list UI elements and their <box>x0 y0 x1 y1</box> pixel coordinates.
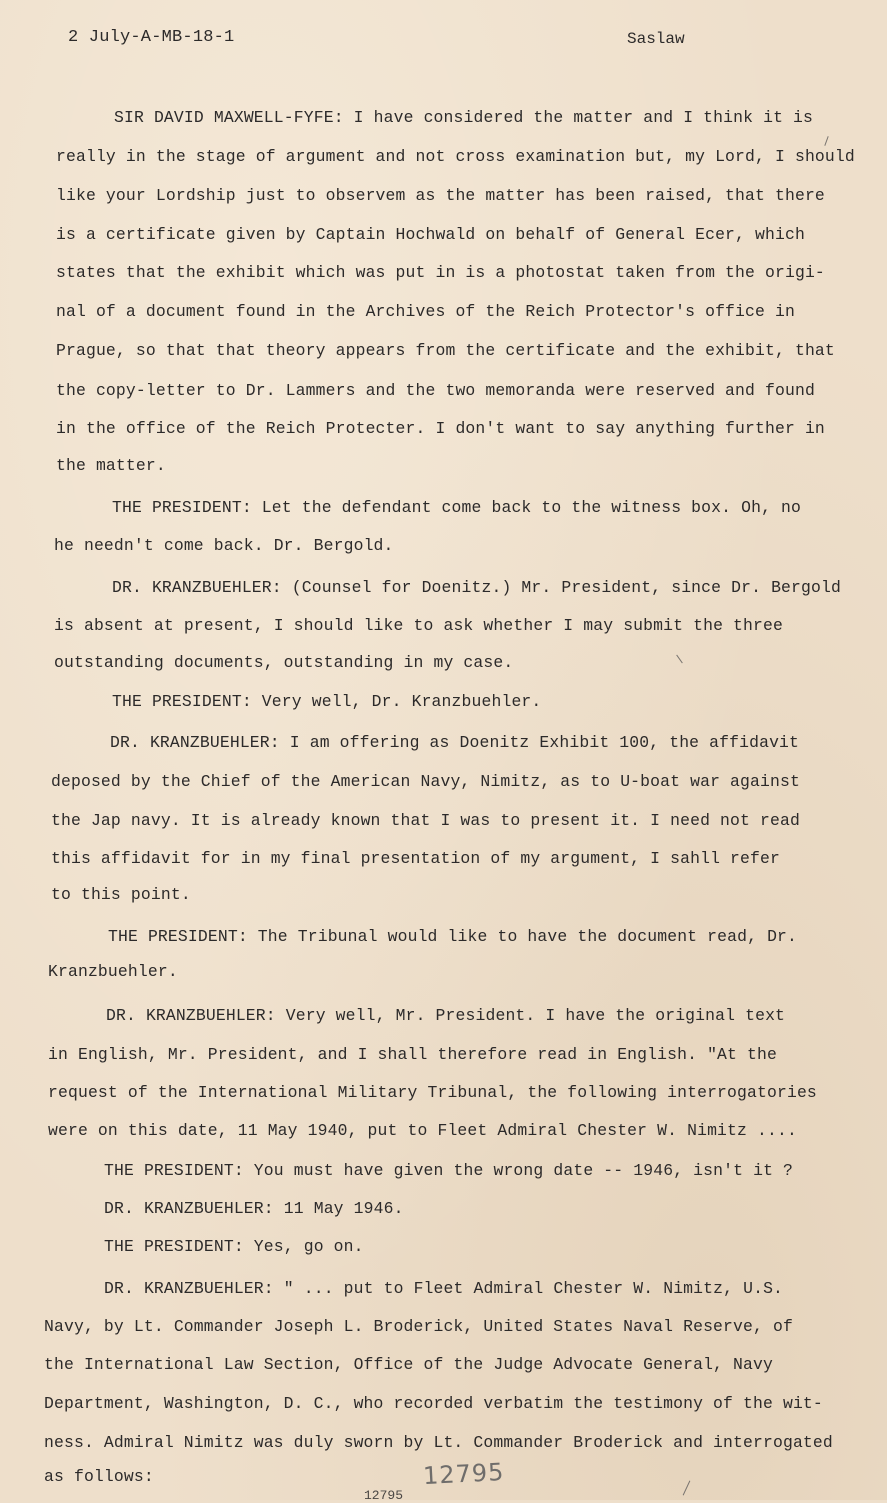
text-line: were on this date, 11 May 1940, put to Fleet Admiral Chester W. Nimitz .... <box>48 1121 797 1140</box>
text-line: this affidavit for in my final presentation of my argument, I sahll refer <box>51 849 780 868</box>
text-line: THE PRESIDENT: Very well, Dr. Kranzbuehler. <box>112 692 542 711</box>
text-line: THE PRESIDENT: You must have given the wrong date -- 1946, isn't it ? <box>104 1161 794 1180</box>
text-line: outstanding documents, outstanding in my case. <box>54 653 514 672</box>
text-line: Prague, so that that theory appears from the certificate and the exhibit, that <box>56 341 835 360</box>
text-line: THE PRESIDENT: Yes, go on. <box>104 1237 364 1256</box>
text-line: nal of a document found in the Archives of the Reich Protector's office in <box>56 302 795 321</box>
text-line: DR. KRANZBUEHLER: " ... put to Fleet Admiral Chester W. Nimitz, U.S. <box>104 1279 784 1298</box>
text-line: the copy-letter to Dr. Lammers and the two memoranda were reserved and found <box>56 381 815 400</box>
text-line: DR. KRANZBUEHLER: I am offering as Doenitz Exhibit 100, the affidavit <box>110 733 800 752</box>
text-line: deposed by the Chief of the American Navy, Nimitz, as to U-boat war against <box>51 772 800 791</box>
text-line: Navy, by Lt. Commander Joseph L. Broderick, United States Naval Reserve, of <box>44 1317 793 1336</box>
text-line: the Jap navy. It is already known that I was to present it. I need not read <box>51 811 800 830</box>
reporter-name: Saslaw <box>627 30 685 48</box>
text-line: the International Law Section, Office of the Judge Advocate General, Navy <box>44 1355 773 1374</box>
pencil-mark <box>824 136 828 146</box>
text-line: like your Lordship just to observem as the matter has been raised, that there <box>56 186 825 205</box>
text-line: is a certificate given by Captain Hochwald on behalf of General Ecer, which <box>56 225 805 244</box>
text-line: in the office of the Reich Protecter. I don't want to say anything further in <box>56 419 825 438</box>
text-line: request of the International Military Tribunal, the following interrogatories <box>48 1083 817 1102</box>
text-line: really in the stage of argument and not cross examination but, my Lord, I should <box>56 147 855 166</box>
text-line: DR. KRANZBUEHLER: Very well, Mr. President. I have the original text <box>106 1006 786 1025</box>
text-line: Department, Washington, D. C., who recorded verbatim the testimony of the wit- <box>44 1394 823 1413</box>
text-line: states that the exhibit which was put in is a photostat taken from the origi- <box>56 263 825 282</box>
text-line: Kranzbuehler. <box>48 962 178 981</box>
text-line: THE PRESIDENT: Let the defendant come back to the witness box. Oh, no <box>112 498 802 517</box>
text-line: ness. Admiral Nimitz was duly sworn by Lt. Commander Broderick and interrogated <box>44 1433 833 1452</box>
text-line: in English, Mr. President, and I shall therefore read in English. "At the <box>48 1045 777 1064</box>
typed-page-number: 12795 <box>364 1488 404 1503</box>
document-reference: 2 July-A-MB-18-1 <box>68 28 235 47</box>
text-line: to this point. <box>51 885 191 904</box>
handwritten-page-number: 12795 <box>422 1457 506 1491</box>
text-line: SIR DAVID MAXWELL-FYFE: I have considered the matter and I think it is <box>114 108 814 127</box>
text-line: DR. KRANZBUEHLER: (Counsel for Doenitz.) Mr. President, since Dr. Bergold <box>112 578 841 597</box>
text-line: the matter. <box>56 456 166 475</box>
text-line: he needn't come back. Dr. Bergold. <box>54 536 394 555</box>
pencil-mark <box>683 1481 691 1496</box>
text-line: as follows: <box>44 1467 154 1486</box>
text-line: is absent at present, I should like to ask whether I may submit the three <box>54 616 783 635</box>
text-line: THE PRESIDENT: The Tribunal would like to have the document read, Dr. <box>108 927 798 946</box>
text-line: DR. KRANZBUEHLER: 11 May 1946. <box>104 1199 404 1218</box>
pencil-mark <box>676 655 683 664</box>
